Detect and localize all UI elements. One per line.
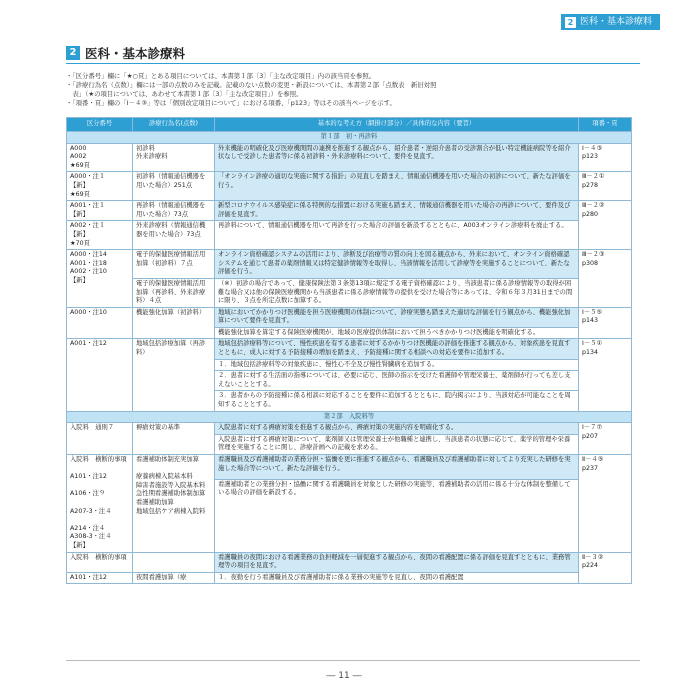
title-rule [66, 63, 640, 64]
name-cell: 初診料 外来診療料 [133, 143, 215, 172]
name-cell: 再診料（情報通信機器を用いた場合）73点 [133, 201, 215, 221]
ref-cell: Ⅰ－５① p134 [579, 339, 632, 411]
section-row [67, 411, 632, 423]
table-row [67, 307, 632, 327]
table-row [67, 423, 632, 435]
code-cell: A000・注10 [67, 307, 133, 339]
footer-rule [66, 660, 640, 661]
chapter-number: 2 [565, 17, 576, 28]
desc-cell: 外来機能の明確化及び医療機関間の連携を推進する観点から、紹介患者・逆紹介患者の受診割合が低い特定機能病院等を紹介状なしで受診した患者等に係る初診料・外来診療料について、要件を見直す。 [215, 143, 579, 172]
section-title [66, 44, 185, 62]
chapter-title: 医科・基本診療料 [579, 17, 652, 27]
desc-cell: ２．患者に対する生活面の指導については、必要に応じ、医師の指示を受けた看護師や管理栄養士、薬剤師が行っても差し支えないこととする。 [215, 371, 579, 391]
table-row [67, 339, 632, 359]
code-cell: 入院料 通則７ [67, 423, 133, 455]
col-header: 基本的な考え方（網掛け部分）／具体的な内容（要旨） [215, 118, 579, 132]
table-row [67, 201, 632, 221]
desc-cell: 入院患者に対する褥瘡対策について、薬剤師又は管理栄養士が他職種と連携し、当該患者の状態に応じて、薬学的管理や栄養管理を実施することに関し、診療計画への記載を求める。 [215, 434, 579, 454]
desc-cell: 看護職員の夜間における看護業務の負担軽減を一層促進する観点から、夜間の看護配置に係る評価を見直すとともに、業務管理等の項目を見直す。 [215, 552, 579, 572]
ref-cell: Ⅰ－４③ p123 [579, 143, 632, 172]
desc-cell: オンライン資格確認システムの活用により、診断及び治療等の質の向上を図る観点から、外来において、オンライン資格確認システムを通じて患者の薬剤情報又は特定健診情報等を取得し、当該情報を活用して診療等を実施することについて、新たな評価を行う。 [215, 250, 579, 279]
desc-cell: 新型コロナウイルス感染症に係る特例的な措置における実施も踏まえ、情報通信機器を用いた場合の再診について、要件及び評価を見直す。 [215, 201, 579, 221]
name-cell: 地域包括診療加算（再診料） [133, 339, 215, 411]
table-row [67, 250, 632, 279]
table-header-row [67, 118, 632, 132]
code-cell: A001・注１ 【新】 [67, 201, 133, 221]
ref-cell: Ⅱ－３② p224 [579, 552, 632, 584]
name-cell: 外来診療料（情報通信機器を用いた場合）73点 [133, 221, 215, 250]
code-cell: A000・注14 A001・注18 A002・注10 【新】 [67, 250, 133, 308]
section-label: 第１部 初・再診料 [67, 132, 632, 144]
table-row [67, 143, 632, 172]
code-cell: A001・注12 [67, 339, 133, 411]
desc-cell: 「オンライン診療の適切な実施に関する指針」の見直しを踏まえ、情報通信機器を用いた場合の初診について、新たな評価を行う。 [215, 172, 579, 201]
notes [66, 72, 626, 108]
table-row [67, 172, 632, 201]
table-row [67, 221, 632, 250]
section-number: 2 [66, 46, 80, 60]
table-row [67, 455, 632, 480]
desc-cell: ３．患者からの予防接種に係る相談に対応することを要件に追加するとともに、院内掲示により、当該対応が可能なことを周知することとする。 [215, 391, 579, 411]
note-line: ・「診療行為名（点数）」欄には一部の点数のみを記載。記載のない点数の変更・新設については、本書第２部「点数表 新旧対照 [66, 81, 437, 89]
table-row [67, 552, 632, 572]
table-row [67, 278, 632, 307]
code-cell: A101・注12 [67, 572, 133, 584]
desc-cell: 地域においてかかりつけ医機能を担う医療機関の体制について、診療実態も踏まえた適切な評価を行う観点から、機能強化加算について要件を見直す。 [215, 307, 579, 327]
code-cell: A002・注１ 【新】 ★70頁 [67, 221, 133, 250]
note-line: ・「区分番号」欄に「★○頁」とある項目については、本書第１部〔3〕「主な改定項目」内の該当頁を参照。 [66, 72, 376, 80]
code-cell: 入院料 横断的事項 A101・注12 A106・注９ A207-3・注４ A214・注４ A308-3・注４ 【新】 [67, 455, 133, 553]
note-line: ・「項番・頁」欄の「Ⅰ－４③」等は「個別改定項目について」における項番、「p123」等はその該当ページを示す。 [66, 99, 396, 107]
table-row [67, 572, 632, 584]
ref-cell: Ⅰ－７⑦ p207 [579, 423, 632, 455]
code-cell: A000・注１ 【新】 ★69頁 [67, 172, 133, 201]
name-cell: 電子的保健医療情報活用加算（再診料、外来診療料）４点 [133, 278, 215, 307]
ref-cell: Ⅲ－２② p280 [579, 201, 632, 250]
ref-cell: Ⅱ－４⑤ p237 [579, 455, 632, 553]
section-label: 第２部 入院料等 [67, 411, 632, 423]
desc-cell: （※）初診の場合であって、健康保険法第３条第13項に規定する電子資格確認により、当該患者に係る診療情報等の取得が困難な場合又は他の保険医療機関から当該患者に係る診療情報等の提供を受けた場合等にあっては、令和６年３月31日までの間に限り、３点を所定点数に加算する。 [215, 278, 579, 307]
name-cell: 機能強化加算（初診料） [133, 307, 215, 339]
ref-cell: Ⅰ－５⑤ p143 [579, 307, 632, 339]
desc-cell: 機能強化加算を算定する保険医療機関が、地域の医療提供体制において担うべきかかりつけ医機能を明確化する。 [215, 327, 579, 339]
note-line: 表」（★の項目については、あわせて本書第１部〔3〕「主な改定項目」）を参照。 [66, 90, 303, 98]
desc-cell: 入院患者に対する褥瘡対策を推進する観点から、褥瘡対策の実施内容を明確化する。 [215, 423, 579, 435]
desc-cell: １．地域包括診療料等の対象疾患に、慢性心不全及び慢性腎臓病を追加する。 [215, 359, 579, 371]
section-row [67, 132, 632, 144]
desc-cell: １．夜勤を行う看護職員及び看護補助者に係る業務の実施等を見直し、夜間の看護配置 [215, 572, 579, 584]
name-cell: 電子的保健医療情報活用加算（初診料）７点 [133, 250, 215, 279]
name-cell: 褥瘡対策の基準 [133, 423, 215, 455]
col-header: 区分番号 [67, 118, 133, 132]
page-number: ― 11 ― [326, 671, 362, 681]
section-title-text: 医科・基本診療料 [85, 46, 186, 61]
chapter-tab [561, 14, 660, 30]
col-header: 診療行為名(点数) [133, 118, 215, 132]
name-cell: 初診料（情報通信機器を用いた場合）251点 [133, 172, 215, 201]
code-cell: 入院料 横断的事項 [67, 552, 133, 572]
name-cell [133, 552, 215, 572]
revision-table [66, 117, 632, 584]
desc-cell: 再診料について、情報通信機器を用いて再診を行った場合の評価を新設するとともに、A003オンライン診療料を廃止する。 [215, 221, 579, 250]
name-cell: 看護補助体制充実加算 療養病棟入院基本料 障害者施設等入院基本料 急性期看護補助体制加算 看護補助加算 地域包括ケア病棟入院料 [133, 455, 215, 553]
col-header: 項番・頁 [579, 118, 632, 132]
desc-cell: 地域包括診療料等について、慢性疾患を有する患者に対するかかりつけ医機能の評価を推進する観点から、対象疾患を見直すとともに、成人に対する予防接種の増加を踏まえ、予防接種に関する相談への対応を要件に追加する。 [215, 339, 579, 359]
desc-cell: 看護職員及び看護補助者の業務分担・協働を更に推進する観点から、看護職員及び看護補助者に対してより充実した研修を実施した場合等について、新たな評価を行う。 [215, 455, 579, 480]
code-cell: A000 A002 ★69頁 [67, 143, 133, 172]
ref-cell: Ⅲ－２① p278 [579, 172, 632, 201]
ref-cell: Ⅲ－２③ p308 [579, 250, 632, 308]
name-cell: 夜間看護加算（療 [133, 572, 215, 584]
desc-cell: 看護補助者との業務分担・協働に関する看護職員を対象とした研修の実施等、看護補助者の活用に係る十分な体制を整備している場合の評価を新設する。 [215, 479, 579, 552]
